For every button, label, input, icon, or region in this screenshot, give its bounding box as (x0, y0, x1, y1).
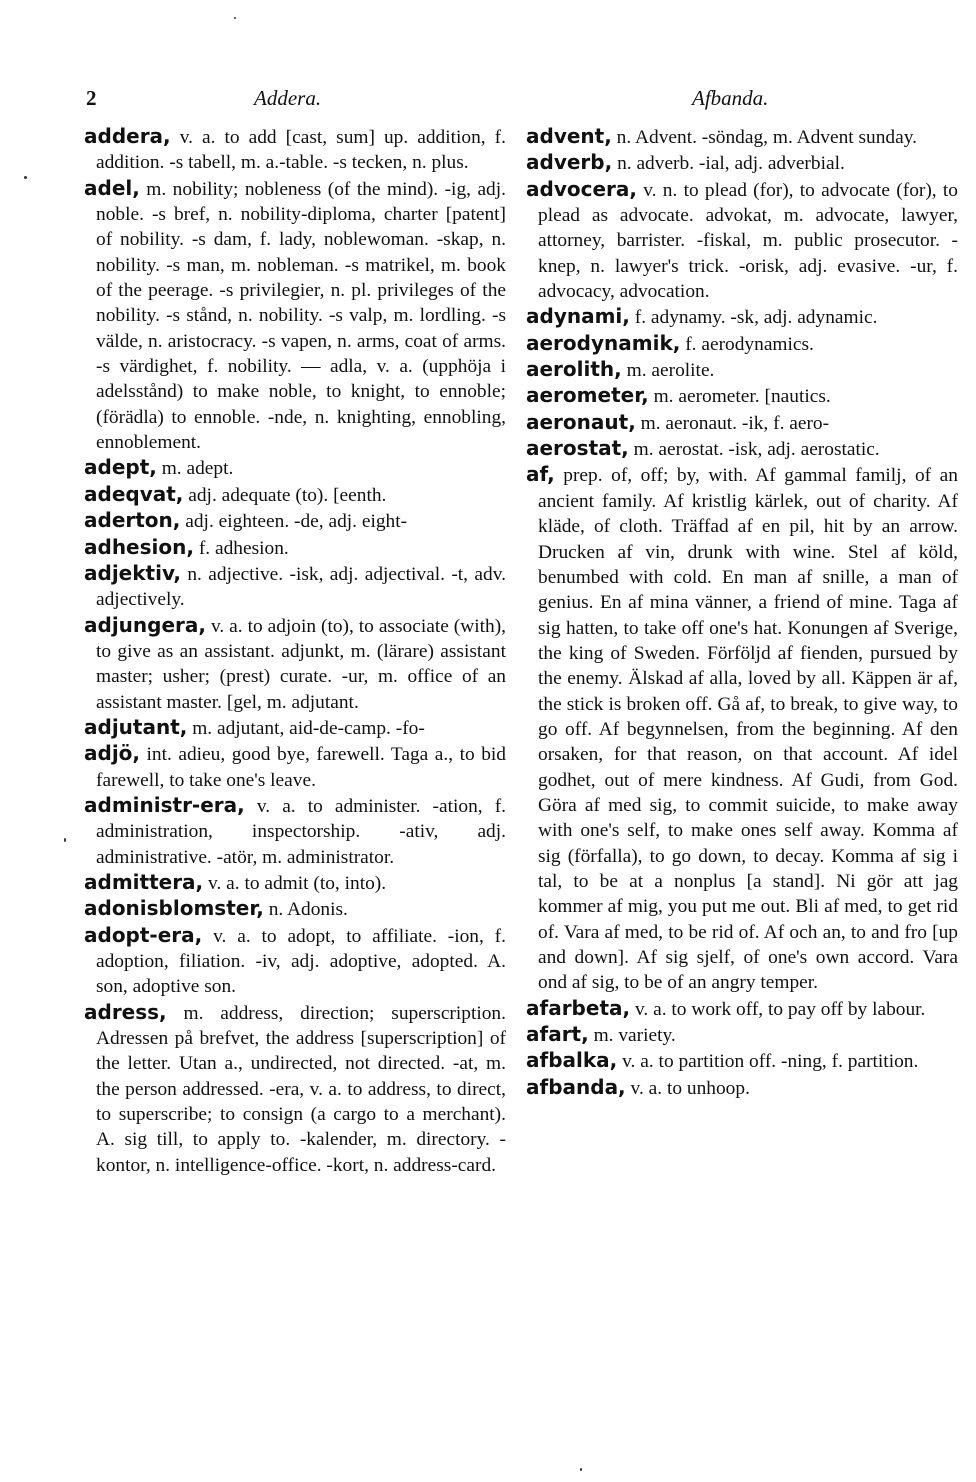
entry-definition: m. adept. (161, 458, 234, 480)
entry-headword: aerolith, (526, 357, 622, 382)
entry-definition: adj. eighteen. -de, adj. eight- (185, 511, 408, 533)
print-speck (234, 17, 236, 19)
entry-definition: v. a. to work off, to pay off by labour. (634, 998, 926, 1020)
dictionary-entry (526, 410, 958, 436)
entry-definition: m. aerometer. [nautics. (653, 386, 831, 408)
entry-headword: adeqvat, (84, 481, 184, 506)
entry-definition: v. a. to adjoin (to), to associate (with), to give as an assistant. adjunkt, m. (lärare) assistant master; usher; (prest) curate. -ur, m. office of an assistant master. [gel, m. adjutant. (96, 615, 506, 713)
entry-headword: afarbeta, (526, 995, 631, 1020)
right-column (526, 124, 958, 1101)
entry-definition: f. aerodynamics. (685, 333, 814, 355)
entry-definition: m. variety. (593, 1025, 676, 1047)
entry-definition: n. Adonis. (268, 899, 348, 921)
dictionary-entry (526, 124, 958, 150)
entry-headword: adress, (84, 999, 167, 1024)
dictionary-entry (84, 613, 506, 715)
dictionary-entry (526, 383, 958, 409)
entry-definition: m. aerolite. (626, 360, 715, 382)
page-number: 2 (86, 86, 97, 110)
entry-headword: aerodynamik, (526, 330, 681, 355)
entry-headword: aderton, (84, 508, 181, 533)
entry-definition: m. aerostat. -isk, adj. aerostatic. (633, 439, 880, 461)
dictionary-entry (84, 1000, 506, 1178)
print-speck (24, 176, 27, 179)
print-speck (580, 1468, 582, 1471)
entry-definition: n. adjective. -isk, adj. adjectival. -t, adv. adjectively. (96, 563, 506, 611)
dictionary-entry (84, 870, 506, 896)
entry-headword: aerometer, (526, 383, 649, 408)
entry-definition: v. a. to unhoop. (630, 1077, 750, 1099)
dictionary-entry (526, 462, 958, 995)
entry-headword: adonisblomster, (84, 896, 264, 921)
dictionary-entry (84, 741, 506, 793)
entry-definition: v. a. to adopt, to affiliate. -ion, f. adoption, filiation. -iv, adj. adoptive, adopted. A. son, adoptive son. (96, 925, 506, 998)
entry-headword: adel, (84, 175, 140, 200)
print-speck (64, 838, 66, 842)
entry-headword: afart, (526, 1022, 589, 1047)
entry-headword: adept, (84, 455, 157, 480)
left-running-head: Addera. (254, 86, 322, 110)
entry-definition: v. a. to administer. -ation, f. administration, inspectorship. -ativ, adj. administrative. -atör, m. administrator. (96, 795, 506, 868)
entry-headword: aeronaut, (526, 409, 636, 434)
entry-headword: addera, (84, 124, 171, 148)
dictionary-entry (84, 896, 506, 922)
dictionary-entry (84, 508, 506, 534)
entry-headword: admittera, (84, 869, 204, 894)
entry-headword: adjungera, (84, 612, 206, 637)
entry-headword: aerostat, (526, 436, 629, 461)
dictionary-entry (84, 715, 506, 741)
dictionary-entry (526, 436, 958, 462)
entry-headword: advent, (526, 124, 612, 148)
entry-headword: adjö, (84, 741, 141, 766)
left-column (84, 124, 506, 1178)
dictionary-entry (84, 455, 506, 481)
entry-headword: afbanda, (526, 1074, 626, 1099)
entry-headword: adopt-era, (84, 922, 203, 947)
dictionary-entry (84, 482, 506, 508)
entry-headword: adjutant, (84, 714, 188, 739)
entry-definition: m. adjutant, aid-de-camp. -fo- (192, 717, 425, 739)
entry-headword: adverb, (526, 150, 613, 175)
dictionary-entry (84, 793, 506, 870)
entry-headword: advocera, (526, 176, 637, 201)
entry-definition: v. n. to plead (for), to advocate (for), to plead as advocate. advokat, m. advocate, lawyer, attorney, barrister. -fiskal, m. public prosecutor. -knep, n. lawyer's trick. -orisk, adj. evasive. -ur, f. advocacy, advocation. (538, 179, 958, 303)
entry-definition: n. Advent. -söndag, m. Advent sunday. (616, 127, 918, 148)
entry-headword: administr-era, (84, 792, 245, 817)
entry-definition: v. a. to partition off. -ning, f. partition. (622, 1051, 919, 1073)
entry-headword: af, (526, 462, 555, 487)
dictionary-entry (526, 357, 958, 383)
page-header (86, 86, 956, 116)
entry-definition: m. address, direction; superscription. Adressen på brefvet, the address [superscription] of the letter. Utan a., undirected, not directed. -at, m. the person addressed. -era, v. a. to address, to direct, to superscribe; to consign (a cargo to a merchant). A. sig till, to apply to. -kalender, m. directory. -kontor, n. intelligence-office. -kort, n. address-card. (96, 1002, 506, 1176)
right-running-head: Afbanda. (692, 86, 769, 110)
dictionary-entry (526, 304, 958, 330)
dictionary-entry (526, 331, 958, 357)
entry-headword: adynami, (526, 304, 630, 329)
dictionary-entry (526, 177, 958, 305)
dictionary-entry (84, 176, 506, 456)
entry-headword: adhesion, (84, 534, 194, 559)
dictionary-entry (84, 124, 506, 176)
dictionary-entry (526, 150, 958, 176)
entry-definition: f. adynamy. -sk, adj. adynamic. (634, 307, 878, 329)
entry-definition: m. aeronaut. -ik, f. aero- (640, 412, 830, 434)
entry-definition: n. adverb. -ial, adj. adverbial. (617, 153, 845, 175)
entry-definition: f. adhesion. (198, 537, 289, 559)
dictionary-entry (526, 996, 958, 1022)
entry-headword: afbalka, (526, 1048, 618, 1073)
entry-headword: adjektiv, (84, 560, 181, 585)
entry-definition: int. adieu, good bye, farewell. Taga a., to bid farewell, to take one's leave. (96, 744, 506, 791)
entry-definition: v. a. to add [cast, sum] up. addition, f. addition. -s tabell, m. a.-table. -s tecken, n. plus. (96, 127, 506, 174)
entry-definition: v. a. to admit (to, into). (208, 872, 387, 894)
dictionary-entry (526, 1022, 958, 1048)
entry-definition: adj. adequate (to). [eenth. (188, 484, 387, 506)
dictionary-entry (84, 923, 506, 1000)
dictionary-entry (526, 1075, 958, 1101)
dictionary-entry (84, 535, 506, 561)
dictionary-entry (84, 561, 506, 613)
dictionary-entry (526, 1048, 958, 1074)
entry-definition: prep. of, off; by, with. Af gammal familj, of an ancient family. Af kristlig kärlek, out of charity. Af kläde, of cloth. Träffad af en pil, hit by an arrow. Drucken af vin, drunk with wine. Stel af köld, benumbed with cold. En man af snille, a man of genius. En af mina vänner, a friend of mine. Taga af sig hatten, to take off one's hat. Konungen af Sverige, the king of Sweden. Förföljd af fienden, pursued by the enemy. Älskad af alla, loved by all. Käppen är af, the stick is broken off. Gå af, to break, to give way, to go off. Af begynnelsen, from the beginning. Af den orsaken, for that reason, on that account. Af idel godhet, out of mere kindness. Af Gudi, from God. Göra af med sig, to commit suicide, to make away with one's self, to make ones self away. Komma af sig (förfalla), to go down, to decay. Komma af sig i tal, to be at a nonplus [a stand]. Ni gör att jag kommer af mig, you put me out. Bli af med, to get rid of. Vara af med, to be rid of. Af och an, to and fro [up and down]. Af sig sjelf, of one's own accord. Vara ond af sig, to be of an angry temper. (538, 465, 958, 994)
entry-definition: m. nobility; nobleness (of the mind). -ig, adj. noble. -s bref, n. nobility-diploma, charter [patent] of nobility. -s dam, f. lady, noblewoman. -skap, n. nobility. -s man, m. nobleman. -s matrikel, m. book of the peerage. -s privilegier, n. pl. privileges of the nobility. -s stånd, n. nobility. -s valp, m. lordling. -s välde, n. aristocracy. -s vapen, n. arms, coat of arms. -s värdighet, f. nobility. — adla, v. a. (upphöja i adelsstånd) to make noble, to knight, to ennoble; (förädla) to ennoble. -nde, n. knighting, ennobling, ennoblement. (96, 178, 506, 454)
